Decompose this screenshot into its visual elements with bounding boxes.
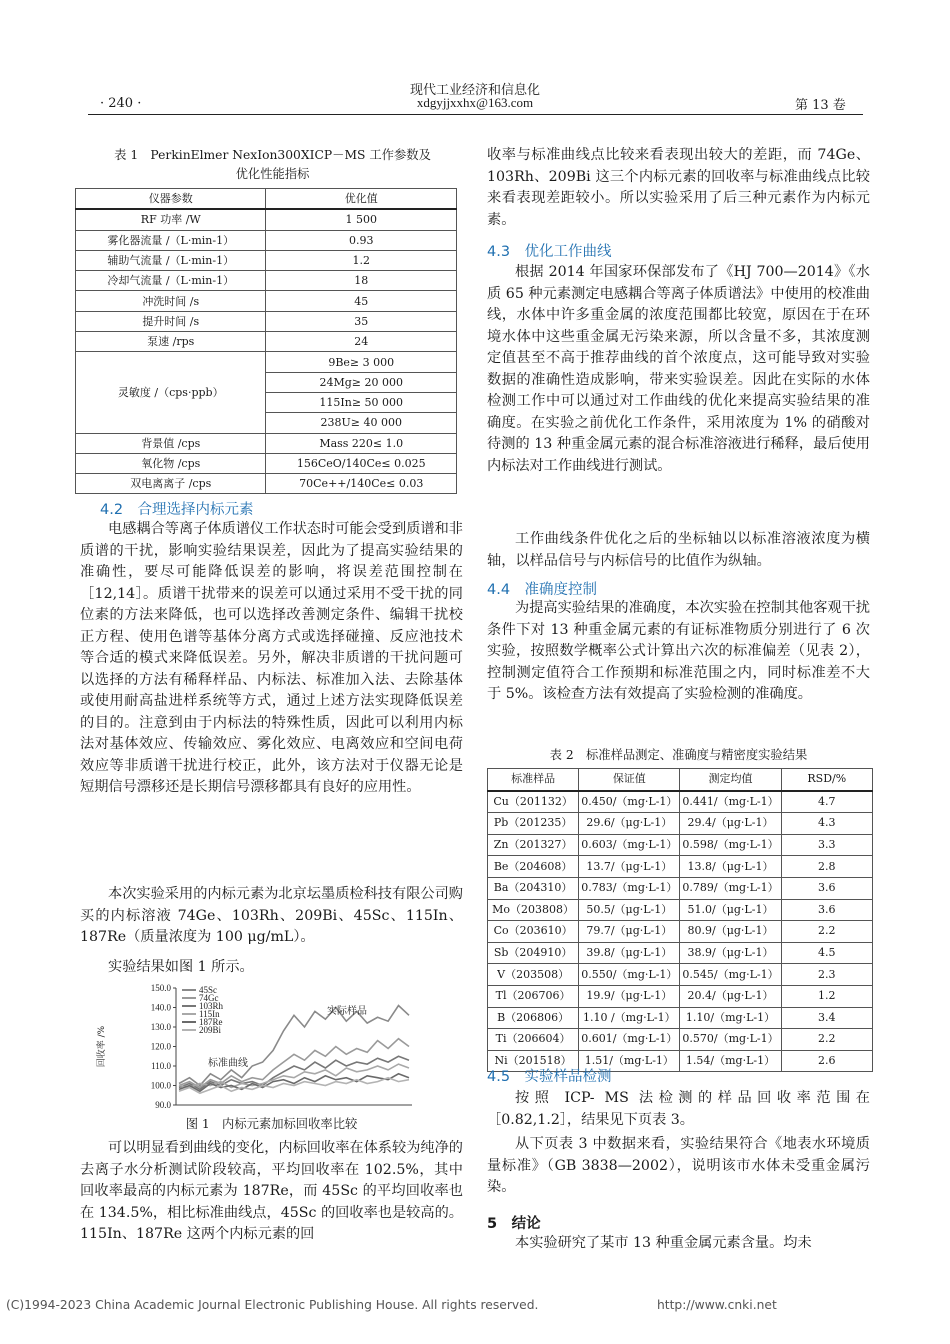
- table2-cell: 0.545/（mg·L-1）: [680, 964, 781, 986]
- y-tick-label: 110.0: [151, 1061, 171, 1071]
- table2-cell: B（206806）: [488, 1007, 579, 1029]
- table1-cell: 24: [266, 332, 457, 352]
- table1-cell: 115In≥ 50 000: [266, 392, 457, 412]
- volume-label: 第 13 卷: [795, 98, 846, 113]
- table1-cell: 背景值 /cps: [76, 433, 266, 453]
- table1-cell: 24Mg≥ 20 000: [266, 372, 457, 392]
- table1-cell: 提升时间 /s: [76, 311, 266, 331]
- table2-cell: 50.5/（μg·L-1）: [579, 899, 680, 921]
- table2-cell: 0.598/（mg·L-1）: [680, 834, 781, 856]
- sec42-paragraph-1: 电感耦合等离子体质谱仪工作状态时可能会受到质谱和非质谱的干扰，影响实验结果误差，因此为了提高实验结果的准确性，要尽可能降低误差的影响，将误差范围控制在［12,14］。质谱干扰带来的误差可以通过采用不受干扰的同位素的方法来降低，也可以选择改善测定条件、编辑干扰校正方程、使用色谱等基体分离方式或选择碰撞、反应池技术等合适的模式来降低误差。另外，解决非质谱的干扰问题可以选择的方法有稀释样品、内标法、标准加入法、去除基体或使用耐高盐进样系统等方式，通过上述方法实现降低误差的目的。注意到由于内标法的特殊性质，因此可以利用内标法对基体效应、传输效应、雾化效应、电离效应和空间电荷效应等非质谱干扰进行校正，此外，该方法对于仪器无论是短期信号漂移还是长期信号漂移都具有良好的应用性。: [80, 521, 463, 795]
- y-tick-label: 100.0: [150, 1080, 171, 1091]
- table2-cell: 4.5: [781, 942, 872, 964]
- table2-cell: 2.3: [781, 964, 872, 986]
- table-row: [488, 1029, 873, 1051]
- table-row: [76, 271, 457, 291]
- table1-cell: 冷却气流量 /（L·min-1）: [76, 271, 266, 291]
- table2-cell: 0.603/（mg·L-1）: [579, 834, 680, 856]
- y-tick-label: 130.0: [150, 1022, 171, 1032]
- table1-cell: 0.93: [266, 230, 457, 250]
- y-tick-label: 150.0: [150, 983, 171, 993]
- table2-cell: 1.51/（mg·L-1）: [579, 1050, 680, 1072]
- table1-cell: 辅助气流量 /（L·min-1）: [76, 250, 266, 270]
- table2-cell: 0.550/（mg·L-1）: [579, 964, 680, 986]
- table-row: [488, 899, 873, 921]
- table1-head-value: 优化值: [266, 189, 457, 210]
- table1-cell: 156CeO/140Ce≤ 0.025: [266, 453, 457, 473]
- table1-cell: 泵速 /rps: [76, 332, 266, 352]
- left-after-paragraph: 可以明显看到曲线的变化，内标回收率在体系较为纯净的去离子水分析测试阶段较高，平均回收率在 102.5%，其中回收率最高的内标元素为 187Re，而 45Sc 的平均回收率也在 134.5%，相比标准曲线点，45Sc 的回收率也是较高的。115In、187Re 这两个内标元素的回: [80, 1140, 463, 1242]
- table1-cell: RF 功率 /W: [76, 209, 266, 230]
- table2-cell: 2.2: [781, 1029, 872, 1051]
- sec5-paragraph-1: 本实验研究了某市 13 种重金属元素含量。均未: [515, 1235, 812, 1251]
- table1-cell: 238U≥ 40 000: [266, 413, 457, 433]
- sec45-paragraph-1: 按照 ICP- MS 法检测的样品回收率范围在［0.82,1.2］，结果见下页表 3。: [487, 1090, 870, 1128]
- section-4-5-title: 4.5 实验样品检测: [487, 1069, 612, 1085]
- table-row: [488, 985, 873, 1007]
- sec44-paragraph-1: 为提高实验结果的准确度，本次实验在控制其他客观干扰条件下对 13 种重金属元素的有证标准物质分别进行了 6 次实验，按照数学概率公式计算出六次的标准偏差（见表 2），控制测定值符合工作预期和标准范围之内，同时标准差不大于 5%。该检查方法有效提高了实验检测的准确度。: [487, 600, 870, 702]
- table2-cell: 4.7: [781, 791, 872, 813]
- annotation-actual-sample: 实际样品: [327, 1006, 367, 1017]
- table1-head-param: 仪器参数: [76, 189, 266, 210]
- table-row: [488, 942, 873, 964]
- table-row: [76, 474, 457, 494]
- table2-cell: 51.0/（μg·L-1）: [680, 899, 781, 921]
- table2-cell: Ni（201518）: [488, 1050, 579, 1072]
- table2: [487, 768, 873, 1072]
- table-row: [488, 1007, 873, 1029]
- table1: [75, 188, 457, 494]
- table-row: [76, 453, 457, 473]
- table2-head: 测定均值: [680, 769, 781, 791]
- y-axis-label: 回收率 /%: [97, 1025, 107, 1068]
- table2-cell: 0.601/（mg·L-1）: [579, 1029, 680, 1051]
- table1-sensitivity-label: 灵敏度 /（cps·ppb）: [76, 352, 266, 433]
- table2-cell: 29.4/（μg·L-1）: [680, 813, 781, 835]
- table2-cell: Zn（201327）: [488, 834, 579, 856]
- table2-head: 保证值: [579, 769, 680, 791]
- table2-cell: 19.9/（μg·L-1）: [579, 985, 680, 1007]
- table2-head: RSD/%: [781, 769, 872, 791]
- sec42-paragraph-2: 本次实验采用的内标元素为北京坛墨质检科技有限公司购买的内标溶液 74Ge、103Rh、209Bi、45Sc、115In、187Re（质量浓度为 100 μg/mL）。: [80, 886, 463, 945]
- section-4-2-title: 4.2 合理选择内标元素: [100, 502, 254, 518]
- table2-cell: 0.789/（mg·L-1）: [680, 877, 781, 899]
- table2-cell: 38.9/（μg·L-1）: [680, 942, 781, 964]
- table-row: [76, 250, 457, 270]
- table-row: [488, 834, 873, 856]
- table2-cell: 13.7/（μg·L-1）: [579, 856, 680, 878]
- table2-cell: Co（203610）: [488, 921, 579, 943]
- y-tick-label: 140.0: [150, 1002, 171, 1013]
- sec42-paragraph-3: 实验结果如图 1 所示。: [108, 959, 254, 975]
- journal-title: 现代工业经济和信息化: [409, 83, 540, 98]
- table2-cell: 3.6: [781, 877, 872, 899]
- legend-label: 103Rh: [199, 1001, 224, 1011]
- journal-email: xdgyjjxxhx@163.com: [416, 95, 534, 110]
- table2-cell: Tl（206706）: [488, 985, 579, 1007]
- table1-caption-2: 优化性能指标: [235, 167, 310, 181]
- legend-label: 115In: [199, 1009, 220, 1019]
- section-5-title: 5 结论: [487, 1216, 541, 1232]
- table2-cell: 3.4: [781, 1007, 872, 1029]
- table2-cell: V（203508）: [488, 964, 579, 986]
- table2-cell: 2.2: [781, 921, 872, 943]
- table2-cell: 80.9/（μg·L-1）: [680, 921, 781, 943]
- table-row: [488, 856, 873, 878]
- y-tick-label: 90.0: [155, 1100, 171, 1110]
- footer-copyright: (C)1994-2023 China Academic Journal Electronic Publishing House. All rights reserved.: [6, 1298, 539, 1312]
- table2-cell: Pb（201235）: [488, 813, 579, 835]
- table2-cell: 39.8/（μg·L-1）: [579, 942, 680, 964]
- table2-cell: 3.6: [781, 899, 872, 921]
- table2-cell: 20.4/（μg·L-1）: [680, 985, 781, 1007]
- table-row: [488, 877, 873, 899]
- table-row: [488, 813, 873, 835]
- table2-cell: 3.3: [781, 834, 872, 856]
- table1-header-row: [76, 189, 457, 210]
- table1-cell: 1.2: [266, 250, 457, 270]
- table1-cell: 45: [266, 291, 457, 311]
- table1-cell: 冲洗时间 /s: [76, 291, 266, 311]
- section-4-3-title: 4.3 优化工作曲线: [487, 244, 612, 260]
- table-row: [488, 791, 873, 813]
- table1-cell: 氧化物 /cps: [76, 453, 266, 473]
- table2-cell: Cu（201132）: [488, 791, 579, 813]
- table2-header-row: [488, 769, 873, 791]
- table2-cell: 0.783/（mg·L-1）: [579, 877, 680, 899]
- table2-head: 标准样品: [488, 769, 579, 791]
- table-row: [76, 311, 457, 331]
- table2-cell: 79.7/（μg·L-1）: [579, 921, 680, 943]
- table2-cell: 1.10/（mg·L-1）: [680, 1007, 781, 1029]
- table1-caption-1: 表 1 PerkinElmer NexIon300XICP－MS 工作参数及: [114, 148, 431, 162]
- table1-cell: 1 500: [266, 209, 457, 230]
- table2-cell: Ba（204310）: [488, 877, 579, 899]
- table1-cell: 18: [266, 271, 457, 291]
- sec43-paragraph-2: 工作曲线条件优化之后的坐标轴以以标准溶液浓度为横轴，以样品信号与内标信号的比值作为纵轴。: [487, 531, 870, 569]
- table2-cell: 0.450/（mg·L-1）: [579, 791, 680, 813]
- table2-caption: 表 2 标准样品测定、准确度与精密度实验结果: [549, 748, 808, 762]
- table-row: [76, 352, 457, 372]
- table2-cell: 1.2: [781, 985, 872, 1007]
- figure1-chart: [90, 978, 420, 1113]
- table2-cell: 1.10 /（mg·L-1）: [579, 1007, 680, 1029]
- section-4-4-title: 4.4 准确度控制: [487, 582, 598, 598]
- figure1-caption: 图 1 内标元素加标回收率比较: [185, 1117, 358, 1131]
- table-row: [76, 433, 457, 453]
- table2-cell: 29.6/（μg·L-1）: [579, 813, 680, 835]
- table2-cell: 0.570/（mg·L-1）: [680, 1029, 781, 1051]
- header-rule: [88, 114, 863, 115]
- right-top-paragraph: 收率与标准曲线点比较来看表现出较大的差距，而 74Ge、103Rh、209Bi 这三个内标元素的回收率与标准曲线点比较来看表现差距较小。所以实验采用了后三种元素作为内标元素。: [487, 147, 870, 228]
- legend-label: 45Sc: [199, 985, 217, 995]
- page-number: · 240 ·: [100, 96, 142, 111]
- table-row: [76, 209, 457, 230]
- table2-cell: Be（204608）: [488, 856, 579, 878]
- table-row: [76, 332, 457, 352]
- annotation-standard-curve: 标准曲线: [208, 1058, 248, 1069]
- sec43-paragraph-1: 根据 2014 年国家环保部发布了《HJ 700—2014》《水质 65 种元素测定电感耦合等离子体质谱法》中使用的校准曲线，水体中许多重金属的浓度范围都比较宽，原因在于在环境水体中这些重金属无污染来源，所以含量不多，其浓度测定值甚至不高于推荐曲线的首个浓度点，这可能导致对实验数据的准确性造成影响，带来实验误差。因此在实际的水体检测工作中可以通过对工作曲线的优化来提高实验结果的准确度。在实验之前优化工作条件，采用浓度为 1% 的硝酸对待测的 13 种重金属元素的混合标准溶液进行稀释，最后使用内标法对工作曲线进行测试。: [487, 264, 870, 474]
- table2-cell: 1.54/（mg·L-1）: [680, 1050, 781, 1072]
- table2-cell: 4.3: [781, 813, 872, 835]
- footer-url[interactable]: http://www.cnki.net: [657, 1298, 777, 1312]
- legend-label: 187Re: [199, 1017, 223, 1027]
- table-row: [488, 964, 873, 986]
- table2-cell: 2.6: [781, 1050, 872, 1072]
- table-row: [76, 230, 457, 250]
- table-row: [76, 291, 457, 311]
- table1-cell: 35: [266, 311, 457, 331]
- table1-cell: 70Ce++/140Ce≤ 0.03: [266, 474, 457, 494]
- sec45-paragraph-2: 从下页表 3 中数据来看，实验结果符合《地表水环境质量标准》（GB 3838—2002），说明该市水体未受重金属污染。: [487, 1136, 870, 1195]
- table2-cell: 0.441/（mg·L-1）: [680, 791, 781, 813]
- table-row: [488, 921, 873, 943]
- legend-label: 74Gc: [199, 993, 219, 1003]
- table2-cell: Sb（204910）: [488, 942, 579, 964]
- table1-cell: Mass 220≤ 1.0: [266, 433, 457, 453]
- legend-label: 209Bi: [199, 1025, 222, 1035]
- table2-cell: Mo（203808）: [488, 899, 579, 921]
- table2-cell: 13.8/（μg·L-1）: [680, 856, 781, 878]
- table1-cell: 双电离离子 /cps: [76, 474, 266, 494]
- table2-cell: Ti（206604）: [488, 1029, 579, 1051]
- table1-cell: 雾化器流量 /（L·min-1）: [76, 230, 266, 250]
- y-tick-label: 120.0: [150, 1041, 171, 1052]
- table1-cell: 9Be≥ 3 000: [266, 352, 457, 372]
- table2-cell: 2.8: [781, 856, 872, 878]
